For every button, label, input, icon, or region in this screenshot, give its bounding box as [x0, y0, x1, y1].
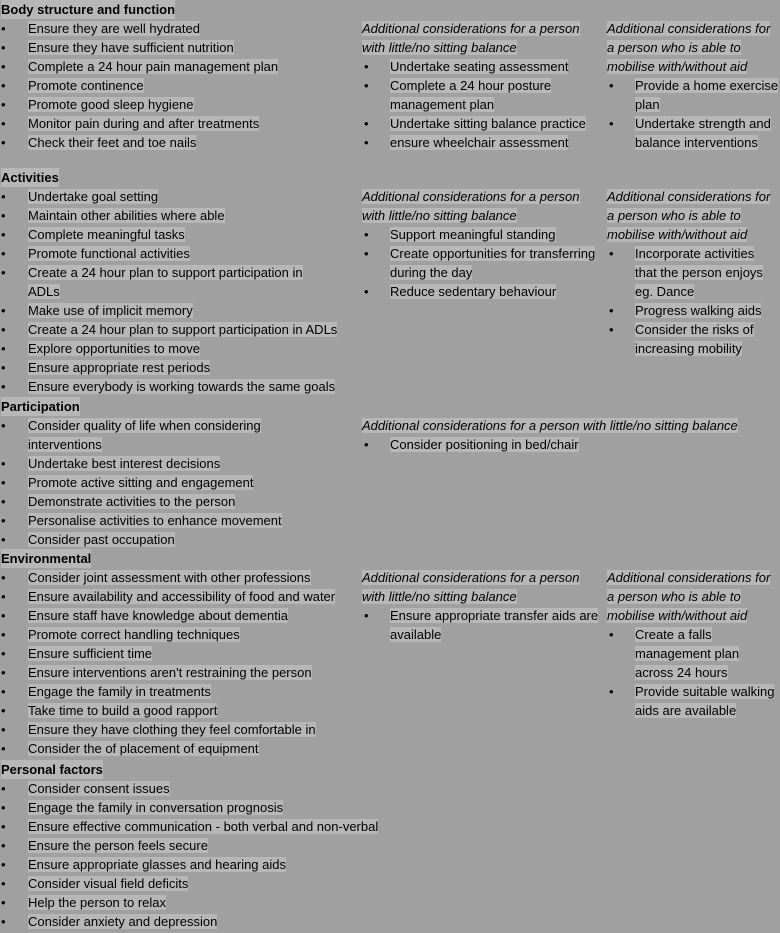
list-item: • Complete meaningful tasks [1, 227, 185, 242]
main-list-column [0, 19, 360, 152]
sitting-balance-title: Additional considerations for a person with little/no sitting balance [362, 21, 580, 55]
list-item: • Consider consent issues [1, 781, 170, 796]
bullet-icon: • [609, 78, 614, 93]
bullet-icon: • [364, 135, 369, 150]
list-item: • Consider quality of life when considering interventions [1, 418, 261, 452]
list-item: • Ensure appropriate rest periods [1, 360, 211, 375]
section-participation [0, 397, 780, 549]
list-item: • Ensure the person feels secure [1, 838, 208, 853]
bullet-icon: • [1, 59, 6, 74]
bullet-icon: • [1, 418, 6, 433]
bullet-icon: • [609, 116, 614, 131]
list-item: • Support meaningful standing [364, 227, 556, 242]
list-item: • Take time to build a good rapport [1, 703, 218, 718]
bullet-icon: • [1, 21, 6, 36]
list-item: • Consider the of placement of equipment [1, 741, 259, 756]
list-item: • Complete a 24 hour pain management plan [1, 59, 279, 74]
list-item: • Promote functional activities [1, 246, 190, 261]
bullet-icon: • [364, 59, 369, 74]
bullet-icon: • [364, 284, 369, 299]
section-heading: Participation [1, 399, 80, 414]
bullet-icon: • [1, 40, 6, 55]
mobilise-list [607, 625, 779, 720]
section-personal-factors [0, 760, 780, 933]
list-item: • Undertake sitting balance practice [364, 116, 586, 131]
list-item: • Consider joint assessment with other professions [1, 570, 311, 585]
mobilise-column [607, 568, 779, 720]
list-item: • Provide a home exercise plan [609, 78, 779, 112]
bullet-icon: • [1, 97, 6, 112]
list-item: • Promote continence [1, 78, 144, 93]
bullet-icon: • [364, 608, 369, 623]
list-item: • Check their feet and toe nails [1, 135, 197, 150]
list-item: • Consider visual field deficits [1, 876, 189, 891]
list-item: • Undertake goal setting [1, 189, 159, 204]
bullet-icon: • [609, 684, 614, 699]
list-item: • Consider anxiety and depression [1, 914, 218, 929]
list-item: • Consider the risks of increasing mobility [609, 322, 754, 356]
sitting-balance-column [362, 416, 778, 454]
main-list [0, 568, 360, 758]
mobilise-title: Additional considerations for a person who is able to mobilise with/without aid [607, 21, 771, 74]
bullet-icon: • [364, 78, 369, 93]
section-heading: Body structure and function [1, 2, 176, 17]
list-item: • Undertake strength and balance interventions [609, 116, 771, 150]
main-list [0, 19, 360, 152]
bullet-icon: • [609, 322, 614, 337]
list-item: • Undertake best interest decisions [1, 456, 221, 471]
bullet-icon: • [1, 800, 6, 815]
bullet-icon: • [1, 135, 6, 150]
list-item: • Ensure appropriate transfer aids are available [364, 608, 599, 642]
bullet-icon: • [1, 189, 6, 204]
bullet-icon: • [1, 741, 6, 756]
list-item: • Ensure they have clothing they feel comfortable in [1, 722, 316, 737]
main-list-column [0, 779, 440, 931]
main-list [0, 416, 360, 549]
list-item: • Ensure staff have knowledge about dementia [1, 608, 288, 623]
bullet-icon: • [1, 227, 6, 242]
bullet-icon: • [1, 914, 6, 929]
main-list [0, 187, 360, 396]
list-item: • Ensure appropriate glasses and hearing aids [1, 857, 287, 872]
list-item: • Promote correct handling techniques [1, 627, 240, 642]
sitting-balance-column [362, 19, 602, 152]
main-list-column [0, 187, 360, 396]
sitting-balance-list [362, 225, 602, 301]
bullet-icon: • [364, 246, 369, 261]
section-environmental [0, 549, 780, 761]
bullet-icon: • [1, 360, 6, 375]
list-item: • Personalise activities to enhance movement [1, 513, 282, 528]
sitting-balance-title: Additional considerations for a person with little/no sitting balance [362, 418, 738, 433]
bullet-icon: • [364, 437, 369, 452]
bullet-icon: • [1, 684, 6, 699]
sitting-balance-title: Additional considerations for a person with little/no sitting balance [362, 570, 580, 604]
bullet-icon: • [1, 608, 6, 623]
sitting-balance-title: Additional considerations for a person with little/no sitting balance [362, 189, 580, 223]
bullet-icon: • [1, 303, 6, 318]
list-item: • Help the person to relax [1, 895, 167, 910]
list-item: • Reduce sedentary behaviour [364, 284, 557, 299]
bullet-icon: • [1, 532, 6, 547]
section-activities [0, 168, 780, 398]
list-item: • Engage the family in conversation prognosis [1, 800, 284, 815]
sitting-balance-list [362, 435, 778, 454]
section-heading: Activities [1, 170, 59, 185]
bullet-icon: • [1, 379, 6, 394]
mobilise-list [607, 76, 779, 152]
bullet-icon: • [1, 246, 6, 261]
bullet-icon: • [1, 322, 6, 337]
bullet-icon: • [1, 570, 6, 585]
bullet-icon: • [1, 589, 6, 604]
bullet-icon: • [609, 246, 614, 261]
list-item: • Ensure sufficient time [1, 646, 153, 661]
mobilise-column [607, 187, 779, 358]
list-item: • Create a 24 hour plan to support participation in ADLs [1, 322, 338, 337]
bullet-icon: • [1, 341, 6, 356]
bullet-icon: • [1, 838, 6, 853]
bullet-icon: • [1, 722, 6, 737]
list-item: • Create opportunities for transferring during the day [364, 246, 596, 280]
list-item: • Provide suitable walking aids are available [609, 684, 775, 718]
list-item: • Ensure they are well hydrated [1, 21, 200, 36]
main-list-column [0, 568, 360, 758]
sitting-balance-list [362, 57, 602, 152]
section-heading: Personal factors [1, 762, 103, 777]
list-item: • Create a 24 hour plan to support participation in ADLs [1, 265, 303, 299]
bullet-icon: • [1, 895, 6, 910]
list-item: • Ensure everybody is working towards the same goals [1, 379, 336, 394]
bullet-icon: • [1, 265, 6, 280]
sitting-balance-column [362, 187, 602, 301]
bullet-icon: • [1, 208, 6, 223]
list-item: • Ensure effective communication - both verbal and non-verbal [1, 819, 379, 834]
main-list [0, 779, 440, 931]
bullet-icon: • [1, 475, 6, 490]
section-heading: Environmental [1, 551, 92, 566]
sitting-balance-column [362, 568, 602, 644]
list-item: • Explore opportunities to move [1, 341, 200, 356]
list-item: • Monitor pain during and after treatments [1, 116, 260, 131]
bullet-icon: • [1, 781, 6, 796]
mobilise-title: Additional considerations for a person who is able to mobilise with/without aid [607, 570, 771, 623]
bullet-icon: • [1, 116, 6, 131]
bullet-icon: • [364, 227, 369, 242]
mobilise-column [607, 19, 779, 152]
section-body-structure [0, 0, 780, 170]
bullet-icon: • [1, 819, 6, 834]
main-list-column [0, 416, 360, 549]
mobilise-list [607, 244, 779, 358]
list-item: • ensure wheelchair assessment [364, 135, 569, 150]
bullet-icon: • [1, 627, 6, 642]
list-item: • Promote good sleep hygiene [1, 97, 194, 112]
list-item: • Incorporate activities that the person enjoys eg. Dance [609, 246, 763, 299]
sitting-balance-list [362, 606, 602, 644]
bullet-icon: • [1, 513, 6, 528]
list-item: • Consider past occupation [1, 532, 175, 547]
bullet-icon: • [364, 116, 369, 131]
list-item: • Consider positioning in bed/chair [364, 437, 579, 452]
list-item: • Create a falls management plan across 24 hours [609, 627, 740, 680]
bullet-icon: • [609, 303, 614, 318]
list-item: • Make use of implicit memory [1, 303, 193, 318]
bullet-icon: • [1, 456, 6, 471]
list-item: • Engage the family in treatments [1, 684, 211, 699]
bullet-icon: • [1, 494, 6, 509]
bullet-icon: • [1, 703, 6, 718]
bullet-icon: • [1, 857, 6, 872]
bullet-icon: • [1, 78, 6, 93]
list-item: • Maintain other abilities where able [1, 208, 225, 223]
list-item: • Ensure they have sufficient nutrition [1, 40, 234, 55]
bullet-icon: • [1, 876, 6, 891]
bullet-icon: • [609, 627, 614, 642]
bullet-icon: • [1, 646, 6, 661]
list-item: • Complete a 24 hour posture management plan [364, 78, 552, 112]
bullet-icon: • [1, 665, 6, 680]
list-item: • Ensure availability and accessibility of food and water [1, 589, 336, 604]
mobilise-title: Additional considerations for a person who is able to mobilise with/without aid [607, 189, 771, 242]
list-item: • Ensure interventions aren't restraining the person [1, 665, 312, 680]
list-item: • Undertake seating assessment [364, 59, 569, 74]
list-item: • Demonstrate activities to the person [1, 494, 236, 509]
list-item: • Progress walking aids [609, 303, 762, 318]
list-item: • Promote active sitting and engagement [1, 475, 254, 490]
